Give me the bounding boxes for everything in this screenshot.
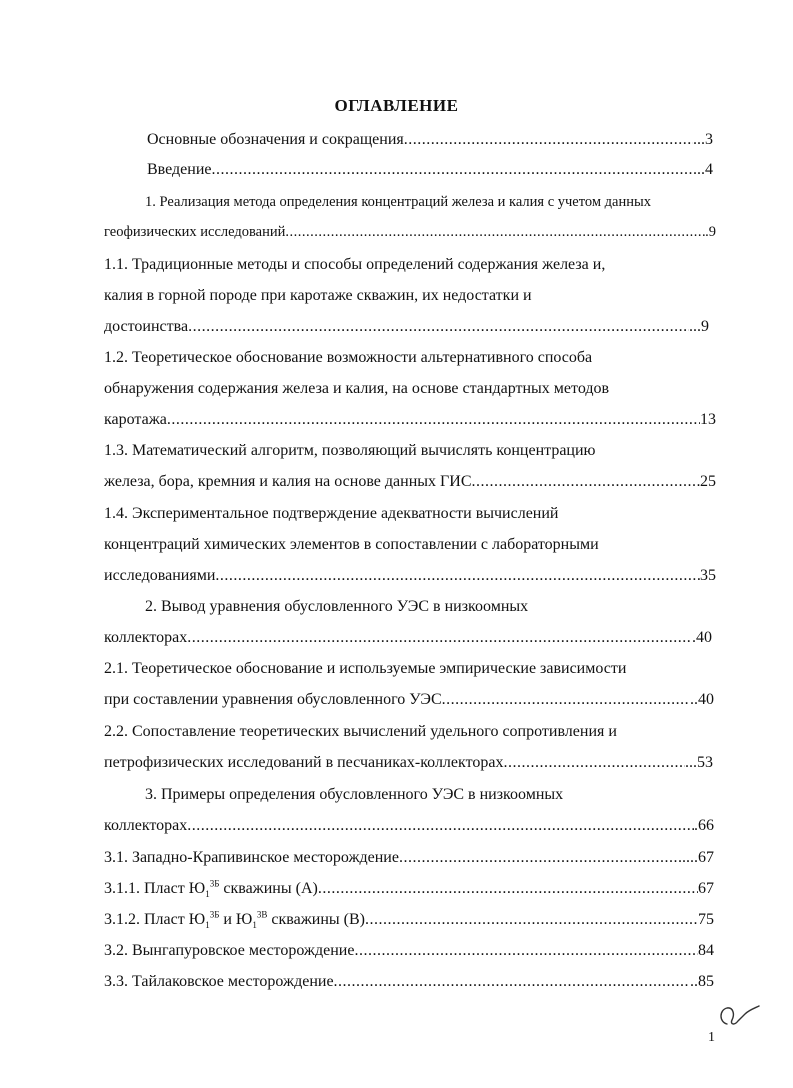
toc-page-number: ....67 (682, 849, 714, 866)
toc-entry-abbreviations[interactable]: Основные обозначения и сокращения ..... ...3 (147, 130, 713, 150)
toc-entry-introduction[interactable]: Введение ..... ...4 (147, 160, 713, 180)
page-number: 1 (708, 1030, 715, 1045)
toc-page-number: ...4 (693, 161, 713, 178)
toc-page-number: 75 (698, 911, 714, 928)
toc-entry-3-1[interactable]: 3.1. Западно-Крапивинское месторождение ..... ....67 (104, 848, 714, 868)
toc-page-number: 25 (700, 473, 716, 490)
toc-page-number: 84 (698, 942, 714, 959)
toc-page-number: ..85 (690, 973, 714, 990)
document-page: ОГЛАВЛЕНИЕ Основные обозначения и сокращения ..... ...3 Введение ..... ...4 1. Реализация метода определения концентраций железа и калия с учетом данных геофизических исследований ..... .9 1.1. Традиционные методы и способы определений содержания железа и, калия в горной породе при каротаже скважин, их недостатки и достоинства ..... ...9 1.2. Теоретическое обоснование возможности альтернативного способа обнаружения содержания железа и калия, на основе стандартных методов каротажа ..... 13 1.3. Математический алгоритм, позволяющий вычислять концентрацию железа, бора, кремния и калия на основе данных ГИС ..... 25 1.4. Экспериментальное подтверждение адекватности вычислений концентраций химических элементов в сопоставлении с лабораторными исследованиями ..... 35 2. Вывод уравнения обусловленного УЭС в низкоомных коллекторах ..... .40 2.1. Теоретическое обоснование и используемые эмпирические зависимости при составлении уравнения обусловленного УЭС ..... ..40 2.2. Сопоставление теоретических вычислений удельного сопротивления и петрофизических исследований в песчаниках-коллекторах ..... ...53 3. Примеры определения обусловленного УЭС в низкоомных коллекторах ..... .66 3.1. Западно-Крапивинское месторождение ..... ....67 3.1.1. Пласт $Ю_1^{3Б}$ скважины (А) ..... 67 3.1.2. Пласт $Ю_1^{3Б}$ и $Ю_1^{3В}$ скважины (В) ..... 75 3.2. Вынгапуровское месторождение ..... 84 3.3. Тайлаковское месторождение ..... ..85 1 (0, 0, 793, 1088)
toc-page-number: .66 (694, 817, 714, 834)
handwritten-mark (715, 996, 763, 1036)
toc-page-number: .40 (692, 629, 712, 646)
toc-page-number: ...9 (689, 318, 709, 335)
toc-entry-3-1-1[interactable]: 3.1.1. Пласт $Ю_1^{3Б}$ скважины (А) ..... 67 (104, 879, 714, 899)
toc-page-number: 13 (700, 411, 716, 428)
toc-entry-3-2[interactable]: 3.2. Вынгапуровское месторождение ..... 84 (104, 941, 714, 961)
toc-page-number: ..40 (690, 691, 714, 708)
toc-page-number: 67 (698, 880, 714, 897)
toc-page-number: .9 (705, 224, 716, 240)
toc-page-number: 35 (700, 567, 716, 584)
toc-page-number: ...53 (685, 754, 713, 771)
toc-entry-3-1-2[interactable]: 3.1.2. Пласт $Ю_1^{3Б}$ и $Ю_1^{3В}$ скважины (В) ..... 75 (104, 910, 714, 930)
page-title: ОГЛАВЛЕНИЕ (334, 96, 459, 115)
toc-page-number: ...3 (693, 131, 713, 148)
toc-entry-3-3[interactable]: 3.3. Тайлаковское месторождение ..... ..85 (104, 972, 714, 992)
